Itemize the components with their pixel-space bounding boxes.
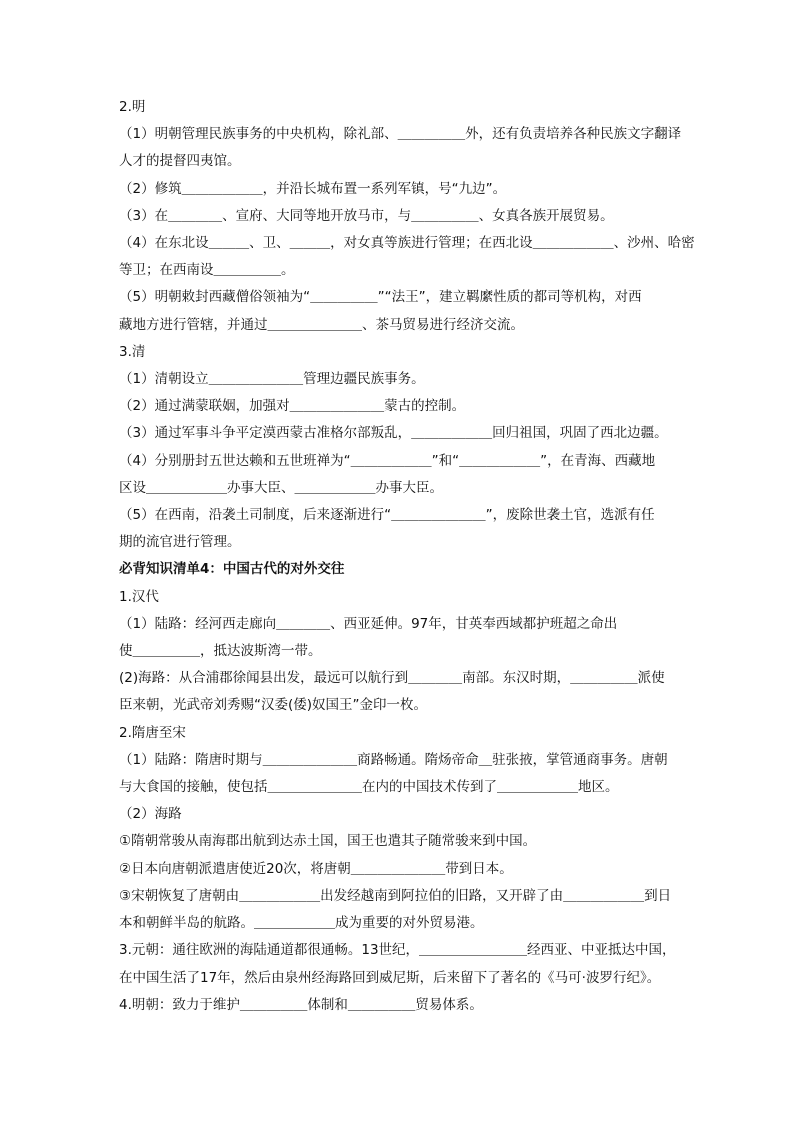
text-line: （2）通过满蒙联姻，加强对＿＿＿＿＿＿＿蒙古的控制。 [119, 398, 466, 415]
checklist-title: 必背知识清单4：中国古代的对外交往 [119, 561, 345, 578]
section-heading-han: 1.汉代 [119, 588, 159, 605]
section-heading-ming: 2.明 [119, 99, 146, 115]
text-line: （2）海路 [119, 806, 182, 823]
text-line: （3）在＿＿＿＿、宣府、大同等地开放马市，与＿＿＿＿＿、女真各族开展贸易。 [119, 207, 614, 224]
text-line: （4）在东北设＿＿＿、卫、＿＿＿，对女真等族进行管理；在西北设＿＿＿＿＿＿、沙州、哈密 [119, 235, 695, 252]
text-line: 人才的提督四夷馆。 [119, 153, 241, 170]
text-line: （3）通过军事斗争平定漠西蒙古准格尔部叛乱，＿＿＿＿＿＿回归祖国，巩固了西北边疆。 [119, 425, 668, 442]
text-line: （1）陆路：经河西走廊向＿＿＿＿、西亚延伸。97年，甘英奉西域都护班超之命出 [119, 615, 618, 632]
text-line: 4.明朝：致力于维护＿＿＿＿＿体制和＿＿＿＿＿贸易体系。 [119, 996, 483, 1013]
text-line: 等卫；在西南设＿＿＿＿＿。 [119, 262, 295, 279]
text-line: 臣来朝，光武帝刘秀赐“汉委(倭)奴国王”金印一枚。 [119, 697, 428, 714]
text-line: (2)海路：从合浦郡徐闻县出发，最远可以航行到＿＿＿＿南部。东汉时期，＿＿＿＿＿派使 [119, 670, 665, 687]
text-line: 3.元朝：通往欧洲的海陆通道都很通畅。13世纪，＿＿＿＿＿＿＿＿经西亚、中亚抵达中国， [119, 942, 676, 959]
text-line: 期的流官进行管理。 [119, 534, 241, 551]
text-line: 藏地方进行管辖，并通过＿＿＿＿＿＿＿、茶马贸易进行经济交流。 [119, 316, 524, 333]
document-page [119, 94, 699, 1019]
text-line: （2）修筑＿＿＿＿＿＿，并沿长城布置一系列军镇，号“九边”。 [119, 180, 507, 197]
text-line: 在中国生活了17年，然后由泉州经海路回到威尼斯，后来留下了著名的《马可·波罗行纪》。 [119, 969, 661, 986]
text-line: （4）分别册封五世达赖和五世班禅为“＿＿＿＿＿＿”和“＿＿＿＿＿＿”，在青海、西藏地 [119, 452, 656, 469]
text-line: ②日本向唐朝派遣唐使近20次，将唐朝＿＿＿＿＿＿＿带到日本。 [119, 860, 513, 877]
text-line: 与大食国的接触，使包括＿＿＿＿＿＿＿在内的中国技术传到了＿＿＿＿＿＿地区。 [119, 779, 619, 796]
text-line: 区设＿＿＿＿＿＿办事大臣、＿＿＿＿＿＿办事大臣。 [119, 479, 443, 496]
text-line: ①隋朝常骏从南海郡出航到达赤土国，国王也遣其子随常骏来到中国。 [119, 833, 537, 850]
text-line: （1）清朝设立＿＿＿＿＿＿＿管理边疆民族事务。 [119, 371, 425, 388]
text-line: 本和朝鲜半岛的航路。＿＿＿＿＿＿成为重要的对外贸易港。 [119, 915, 484, 932]
section-heading-sui-tang-song: 2.隋唐至宋 [119, 724, 186, 741]
text-line: ③宋朝恢复了唐朝由＿＿＿＿＿＿出发经越南到阿拉伯的旧路，又开辟了由＿＿＿＿＿＿到日 [119, 887, 672, 904]
text-line: （5）在西南，沿袭土司制度，后来逐渐进行“＿＿＿＿＿＿＿”，废除世袭土官，选派有任 [119, 507, 655, 524]
text-line: 使＿＿＿＿＿，抵达波斯湾一带。 [119, 643, 322, 660]
section-heading-qing: 3.清 [119, 343, 146, 360]
text-line: （1）明朝管理民族事务的中央机构，除礼部、＿＿＿＿＿外，还有负责培养各种民族文字翻译 [119, 126, 682, 143]
text-line: （1）陆路：隋唐时期与＿＿＿＿＿＿＿商路畅通。隋炀帝命＿驻张掖，掌管通商事务。唐朝 [119, 751, 668, 768]
text-line: （5）明朝敕封西藏僧俗领袖为“＿＿＿＿＿”“法王”，建立羁縻性质的都司等机构，对西 [119, 289, 642, 306]
